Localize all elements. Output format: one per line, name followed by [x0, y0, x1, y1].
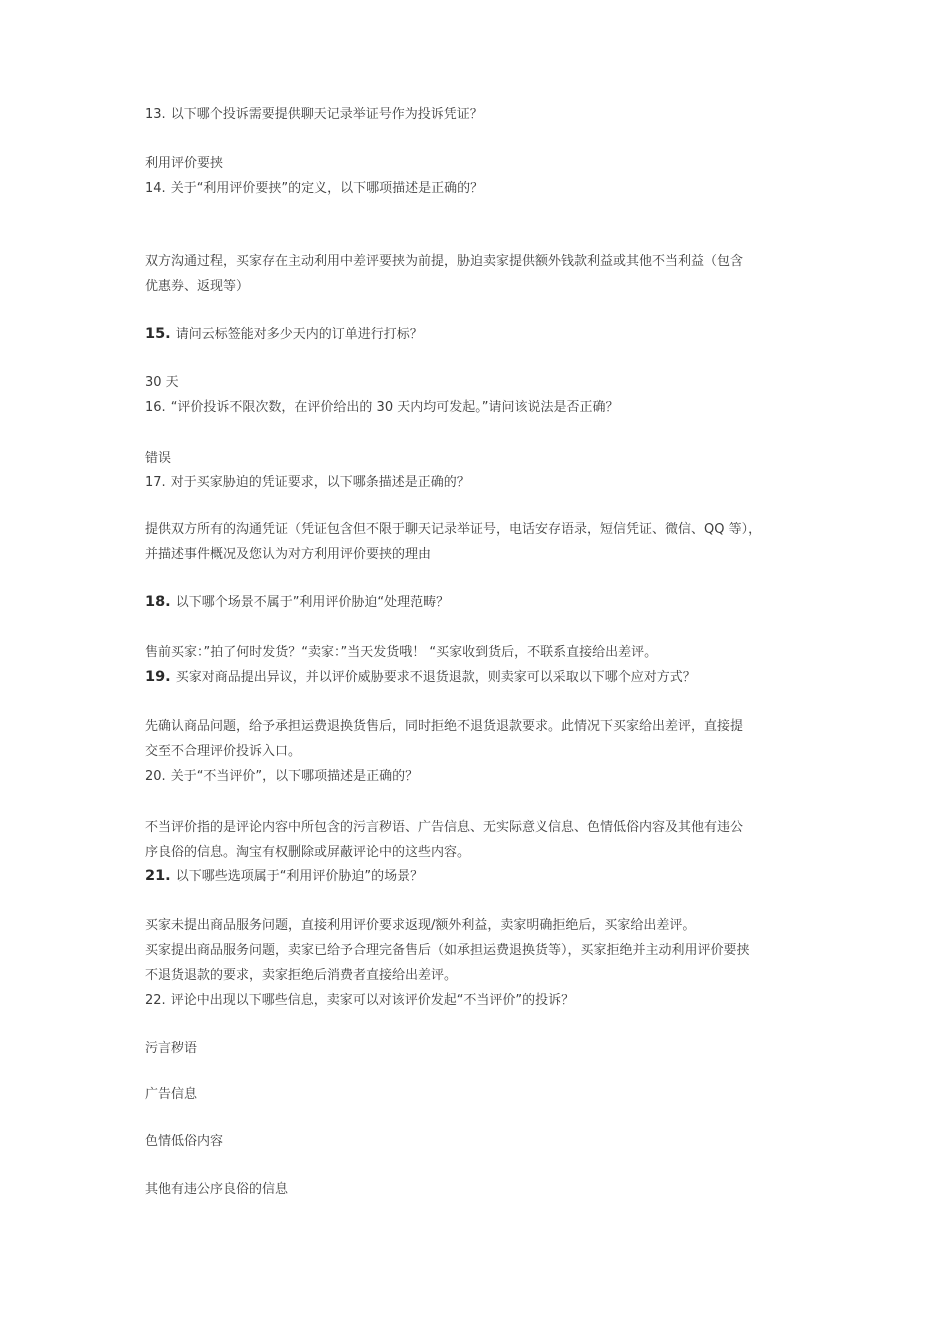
answer-15: 30 天	[145, 375, 179, 390]
answer-17-line-2: 并描述事件概况及您认为对方利用评价要挟的理由	[145, 547, 432, 562]
answer-22-option-1: 污言秽语	[145, 1041, 198, 1056]
answer-16: 错误	[145, 451, 172, 466]
answer-17-line-1: 提供双方所有的沟通凭证（凭证包含但不限于聊天记录举证号，电话安存语录，短信凭证、微信、QQ 等），	[145, 522, 762, 537]
answer-22-option-2: 广告信息	[145, 1087, 198, 1102]
question-number: 19.	[145, 669, 171, 685]
question-15	[145, 325, 423, 344]
answer-21-line-1: 买家未提出商品服务问题，直接利用评价要求返现/额外利益，卖家明确拒绝后，买家给出差评。	[145, 918, 696, 933]
answer-22-option-3: 色情低俗内容	[145, 1134, 224, 1149]
question-18	[145, 593, 449, 612]
question-text: 关于“不当评价”，以下哪项描述是正确的？	[170, 769, 419, 784]
answer-14-line-2: 优惠券、返现等）	[145, 279, 250, 294]
answer-18: 售前买家：”拍了何时发货？“卖家：”当天发货哦！ “买家收到货后，不联系直接给出差评。	[145, 645, 658, 660]
answer-14-line-1: 双方沟通过程，买家存在主动利用中差评要挟为前提，胁迫卖家提供额外钱款利益或其他不当利益（包含	[145, 254, 744, 269]
question-text: “评价投诉不限次数，在评价给出的 30 天内均可发起。”请问该说法是否正确？	[170, 400, 619, 415]
answer-22-option-4: 其他有违公序良俗的信息	[145, 1182, 289, 1197]
answer-21-line-3: 不退货退款的要求，卖家拒绝后消费者直接给出差评。	[145, 968, 458, 983]
question-20	[145, 768, 418, 786]
question-text: 以下哪个投诉需要提供聊天记录举证号作为投诉凭证？	[170, 107, 483, 122]
question-17	[145, 474, 470, 492]
question-13	[145, 106, 483, 124]
answer-19-line-2: 交至不合理评价投诉入口。	[145, 744, 302, 759]
question-number: 14.	[145, 181, 166, 196]
answer-21-line-2: 买家提出商品服务问题，卖家已给予合理完备售后（如承担运费退换货等），买家拒绝并主动利用评价要挟	[145, 943, 750, 958]
answer-13: 利用评价要挟	[145, 156, 224, 171]
answer-20-line-1: 不当评价指的是评论内容中所包含的污言秽语、广告信息、无实际意义信息、色情低俗内容及其他有违公	[145, 820, 744, 835]
question-text: 以下哪些选项属于“利用评价胁迫”的场景？	[175, 869, 424, 884]
question-14	[145, 180, 483, 198]
answer-19-line-1: 先确认商品问题，给予承担运费退换货售后，同时拒绝不退货退款要求。此情况下买家给出差评，直接提	[145, 719, 744, 734]
question-text: 关于“利用评价要挟”的定义，以下哪项描述是正确的？	[170, 181, 484, 196]
question-number: 17.	[145, 475, 166, 490]
question-text: 评论中出现以下哪些信息，卖家可以对该评价发起“不当评价”的投诉？	[170, 993, 575, 1008]
question-number: 20.	[145, 769, 166, 784]
question-19	[145, 668, 696, 687]
question-16	[145, 399, 618, 417]
question-number: 13.	[145, 107, 166, 122]
question-number: 22.	[145, 993, 166, 1008]
question-text: 以下哪个场景不属于”利用评价胁迫“处理范畴？	[175, 595, 450, 610]
question-number: 15.	[145, 326, 171, 342]
question-text: 请问云标签能对多少天内的订单进行打标？	[175, 327, 423, 342]
question-21	[145, 867, 423, 886]
question-number: 18.	[145, 594, 171, 610]
question-text: 对于买家胁迫的凭证要求，以下哪条描述是正确的？	[170, 475, 470, 490]
question-text: 买家对商品提出异议，并以评价威胁要求不退货退款，则卖家可以采取以下哪个应对方式？	[175, 670, 696, 685]
question-number: 16.	[145, 400, 166, 415]
answer-20-line-2: 序良俗的信息。淘宝有权删除或屏蔽评论中的这些内容。	[145, 845, 471, 860]
question-number: 21.	[145, 868, 171, 884]
question-22	[145, 992, 574, 1010]
